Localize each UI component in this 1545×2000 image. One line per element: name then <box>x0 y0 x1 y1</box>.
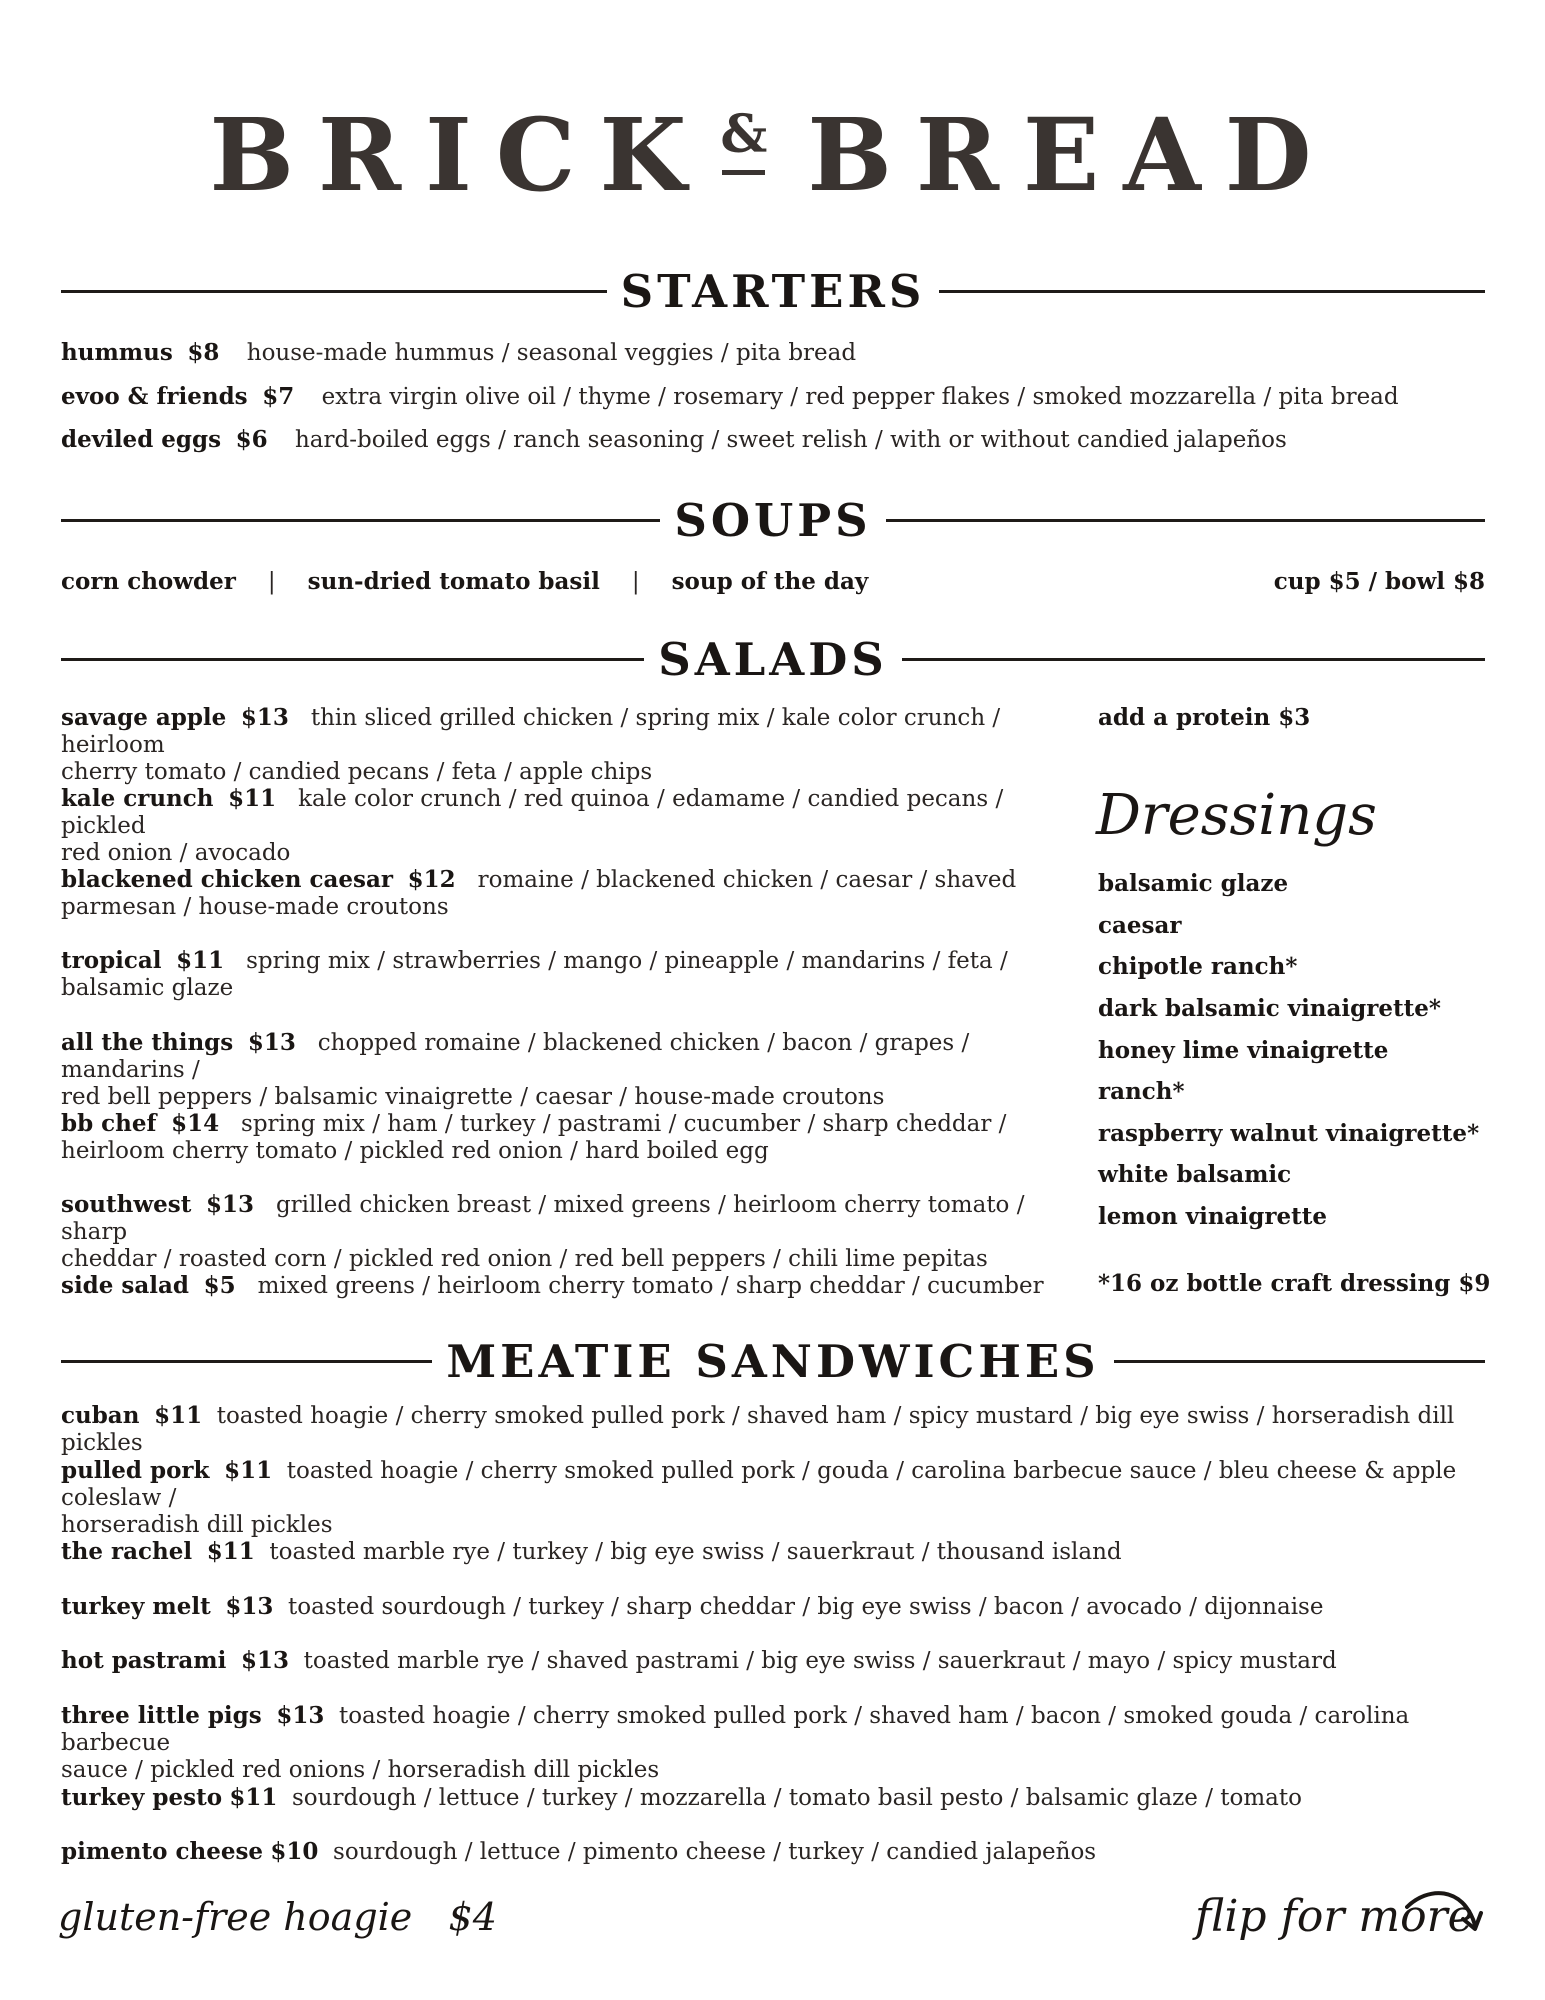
item-name: side salad <box>61 1272 189 1299</box>
item-description: extra virgin olive oil / thyme / rosemary / red pepper flakes / smoked mozzarella / pita bread <box>321 384 1399 410</box>
item-name: hot pastrami <box>61 1647 227 1674</box>
item-name: turkey pesto <box>61 1784 223 1811</box>
brand-ampersand: & <box>720 104 768 165</box>
item-name: pimento cheese <box>61 1838 264 1865</box>
sandwich-item <box>61 1402 1485 1457</box>
starter-item <box>61 383 1399 411</box>
soup-item: corn chowder <box>61 568 236 595</box>
starter-item <box>61 339 856 367</box>
salad-item <box>61 947 1071 1002</box>
soup-price: cup $5 / bowl $8 <box>1273 568 1485 595</box>
divider-rule <box>886 519 1485 522</box>
item-description-cont: parmesan / house-made croutons <box>61 894 449 920</box>
item-description: house-made hummus / seasonal veggies / pita bread <box>246 340 857 366</box>
dressing-item: raspberry walnut vinaigrette* <box>1098 1120 1480 1147</box>
item-name: turkey melt <box>61 1593 211 1620</box>
flip-for-more-note: flip for more <box>1195 1891 1474 1942</box>
salad-item <box>61 1029 1071 1111</box>
item-description-cont: red bell peppers / balsamic vinaigrette / caesar / house-made croutons <box>61 1084 885 1110</box>
divider-rule <box>902 658 1485 661</box>
item-name: tropical <box>61 947 162 974</box>
divider-rule <box>61 1360 432 1363</box>
item-price: $11 <box>154 1402 203 1429</box>
dressing-item: balsamic glaze <box>1098 870 1289 897</box>
divider-rule <box>61 658 644 661</box>
sandwich-item <box>61 1784 1485 1812</box>
starter-item <box>61 426 1287 454</box>
gluten-free-label: gluten-free hoagie <box>58 1895 413 1939</box>
item-name: the rachel <box>61 1538 193 1565</box>
item-description: mixed greens / heirloom cherry tomato / sharp cheddar / cucumber <box>257 1273 1044 1299</box>
item-name: savage apple <box>61 704 227 731</box>
soup-item: sun-dried tomato basil <box>307 568 600 595</box>
salad-item <box>61 704 1071 786</box>
item-price: $13 <box>276 1702 325 1729</box>
item-description: kale color crunch / red quinoa / edamame / candied pecans / pickled <box>61 786 1004 839</box>
item-description: toasted sourdough / turkey / sharp cheddar / big eye swiss / bacon / avocado / dijonnaise <box>288 1594 1324 1620</box>
item-name: deviled eggs <box>61 426 222 453</box>
section-header-sandwiches <box>61 1336 1485 1386</box>
bottle-dressing-note: *16 oz bottle craft dressing $9 <box>1098 1270 1491 1297</box>
sandwich-item <box>61 1838 1485 1866</box>
dressing-item: lemon vinaigrette <box>1098 1203 1327 1230</box>
dressing-item: white balsamic <box>1098 1161 1292 1188</box>
soup-separator: | <box>631 569 640 595</box>
item-price: $11 <box>176 947 225 974</box>
item-description: toasted hoagie / cherry smoked pulled pork / shaved ham / bacon / smoked gouda / carolina barbecue <box>61 1703 1410 1756</box>
dressing-item: dark balsamic vinaigrette* <box>1098 995 1441 1022</box>
item-price: $12 <box>407 866 456 893</box>
soup-item: soup of the day <box>671 568 869 595</box>
salad-item <box>61 785 1071 867</box>
section-header-salads <box>61 634 1485 684</box>
item-description: sourdough / lettuce / pimento cheese / turkey / candied jalapeños <box>333 1839 1097 1865</box>
item-price: $11 <box>229 1784 278 1811</box>
item-name: three little pigs <box>61 1702 262 1729</box>
dressing-item: chipotle ranch* <box>1098 953 1298 980</box>
item-name: all the things <box>61 1029 234 1056</box>
item-description: thin sliced grilled chicken / spring mix / kale color crunch / heirloom <box>61 705 1001 758</box>
divider-rule <box>61 290 607 293</box>
section-header-soups <box>61 495 1485 545</box>
brand-logo <box>0 96 1545 214</box>
salad-item <box>61 1191 1071 1273</box>
item-description: chopped romaine / blackened chicken / bacon / grapes / mandarins / <box>61 1030 970 1083</box>
item-price: $8 <box>187 339 220 366</box>
divider-rule <box>1114 1360 1485 1363</box>
item-description: spring mix / strawberries / mango / pineapple / mandarins / feta / <box>246 948 1008 974</box>
section-title-salads: SALADS <box>658 632 888 686</box>
salad-item <box>61 1110 1071 1165</box>
section-header-starters <box>61 266 1485 316</box>
item-description: toasted hoagie / cherry smoked pulled pork / shaved ham / spicy mustard / big eye swiss / horseradish dill pickles <box>61 1403 1455 1456</box>
item-price: $13 <box>240 704 289 731</box>
item-description: grilled chicken breast / mixed greens / heirloom cherry tomato / sharp <box>61 1192 1025 1245</box>
sandwich-item <box>61 1538 1485 1566</box>
item-price: $11 <box>228 785 277 812</box>
item-price: $13 <box>240 1647 289 1674</box>
section-title-starters: STARTERS <box>620 264 926 318</box>
item-name: southwest <box>61 1191 192 1218</box>
sandwich-item <box>61 1647 1485 1675</box>
brand-word-right: BREAD <box>807 96 1336 214</box>
curved-arrow-icon <box>1405 1885 1485 1945</box>
section-title-soups: SOUPS <box>674 493 872 547</box>
gluten-free-price: $4 <box>448 1895 497 1939</box>
dressing-item: caesar <box>1098 912 1182 939</box>
item-price: $11 <box>224 1457 273 1484</box>
item-description-cont: heirloom cherry tomato / pickled red onion / hard boiled egg <box>61 1138 769 1164</box>
item-description: hard-boiled eggs / ranch seasoning / sweet relish / with or without candied jalapeños <box>294 427 1287 453</box>
item-price: $13 <box>206 1191 255 1218</box>
item-price: $10 <box>270 1838 319 1865</box>
item-description-cont: red onion / avocado <box>61 840 291 866</box>
item-description-cont: cheddar / roasted corn / pickled red onion / red bell peppers / chili lime pepitas <box>61 1246 988 1272</box>
item-description: toasted hoagie / cherry smoked pulled pork / gouda / carolina barbecue sauce / bleu cheese & apple coleslaw / <box>61 1458 1457 1511</box>
item-name: evoo & friends <box>61 383 248 410</box>
item-price: $7 <box>262 383 295 410</box>
item-description-cont: balsamic glaze <box>61 975 234 1001</box>
item-description: spring mix / ham / turkey / pastrami / cucumber / sharp cheddar / <box>241 1111 1007 1137</box>
item-price: $6 <box>235 426 268 453</box>
add-protein-note: add a protein $3 <box>1098 704 1311 731</box>
item-description: toasted marble rye / turkey / big eye swiss / sauerkraut / thousand island <box>269 1539 1122 1565</box>
item-price: $5 <box>203 1272 236 1299</box>
item-name: kale crunch <box>61 785 214 812</box>
soups-row <box>61 568 1485 596</box>
sandwich-item <box>61 1593 1485 1621</box>
salad-item <box>61 1272 1071 1300</box>
brand-word-left: BRICK <box>209 96 711 214</box>
item-description-cont: cherry tomato / candied pecans / feta / apple chips <box>61 759 653 785</box>
item-name: blackened chicken caesar <box>61 866 394 893</box>
item-name: cuban <box>61 1402 140 1429</box>
item-description: romaine / blackened chicken / caesar / shaved <box>477 867 1017 893</box>
item-price: $13 <box>247 1029 296 1056</box>
item-name: pulled pork <box>61 1457 210 1484</box>
item-description: toasted marble rye / shaved pastrami / big eye swiss / sauerkraut / mayo / spicy mustard <box>303 1648 1337 1674</box>
item-description-cont: sauce / pickled red onions / horseradish dill pickles <box>61 1757 660 1783</box>
item-price: $14 <box>171 1110 220 1137</box>
sandwich-item <box>61 1457 1485 1539</box>
dressing-item: honey lime vinaigrette <box>1098 1037 1389 1064</box>
item-name: hummus <box>61 339 173 366</box>
item-description-cont: horseradish dill pickles <box>61 1512 333 1538</box>
sandwich-item <box>61 1702 1485 1784</box>
section-title-sandwiches: MEATIE SANDWICHES <box>446 1334 1100 1388</box>
divider-rule <box>939 290 1485 293</box>
item-price: $13 <box>225 1593 274 1620</box>
gluten-free-note <box>58 1895 497 1939</box>
divider-rule <box>61 519 660 522</box>
salad-item <box>61 866 1071 921</box>
dressings-title: Dressings <box>1096 783 1377 848</box>
item-price: $11 <box>206 1538 255 1565</box>
item-name: bb chef <box>61 1110 157 1137</box>
soup-separator: | <box>267 569 276 595</box>
dressing-item: ranch* <box>1098 1078 1185 1105</box>
item-description: sourdough / lettuce / turkey / mozzarella / tomato basil pesto / balsamic glaze / tomato <box>292 1785 1302 1811</box>
